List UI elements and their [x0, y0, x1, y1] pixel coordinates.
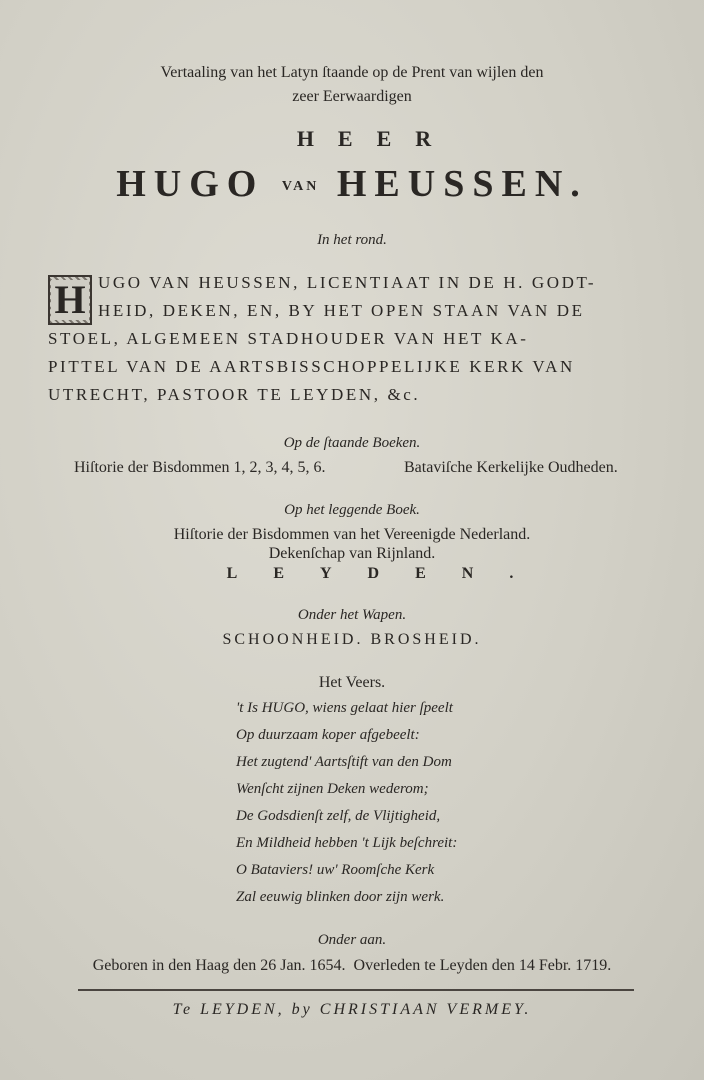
arms-label: Onder het Wapen. — [297, 607, 407, 623]
arms-motto: SCHOONHEID. BROSHEID. — [222, 631, 482, 648]
lying-book-leyden: LEYDEN. — [226, 565, 550, 582]
name-heussen: HEUSSEN. — [336, 163, 588, 205]
printer-imprint: Te LEYDEN, by CHRISTIAAN VERMEY. — [172, 1001, 532, 1018]
verse-title: Het Veers. — [318, 674, 386, 691]
verse-line: En Mildheid hebben 't Lijk beſchreit: — [236, 835, 458, 851]
inscription-line-2: HEID, DEKEN, EN, BY HET OPEN STAAN VAN DE — [98, 301, 585, 320]
verse-line: O Bataviers! uw' Roomſche Kerk — [236, 862, 435, 878]
intro-line-2: zeer Eerwaardigen — [292, 88, 412, 105]
intro-line-1: Vertaaling van het Latyn ſtaande op de Prent van wijlen den — [160, 64, 544, 81]
verse-line: De Godsdienſt zelf, de Vlijtigheid, — [236, 808, 441, 824]
inscription-line-1: UGO VAN HEUSSEN, LICENTIAAT IN DE H. GODT- — [98, 273, 597, 292]
rond-label: In het rond. — [317, 232, 387, 248]
birth-death-line: Geboren in den Haag den 26 Jan. 1654. Overleden te Leyden den 14 Febr. 1719. — [92, 957, 612, 974]
verse-line: Op duurzaam koper afgebeelt: — [236, 727, 420, 743]
divider-rule — [78, 989, 634, 991]
below-label: Onder aan. — [317, 932, 387, 948]
name-van: VAN — [281, 179, 320, 194]
name-hugo: HUGO — [116, 163, 265, 205]
inscription-line-5: UTRECHT, PASTOOR TE LEYDEN, &c. — [48, 385, 421, 404]
lying-book-label: Op het leggende Boek. — [284, 502, 420, 518]
verse-line: Wenſcht zijnen Deken wederom; — [236, 781, 429, 797]
heading-name — [0, 162, 704, 206]
standing-books-left: Hiſtorie der Bisdommen 1, 2, 3, 4, 5, 6. — [74, 459, 326, 476]
inscription-line-4: PITTEL VAN DE AARTSBISSCHOPPELIJKE KERK VAN — [48, 357, 575, 376]
verse-line: 't Is HUGO, wiens gelaat hier ſpeelt — [236, 700, 453, 716]
inscription-line-3: STOEL, ALGEMEEN STADHOUDER VAN HET KA- — [48, 329, 529, 348]
heading-heer: HEER — [296, 126, 456, 151]
verse-line: Zal eeuwig blinken door zijn werk. — [236, 889, 445, 905]
verse-line: Het zugtend' Aartsſtift van den Dom — [236, 754, 452, 770]
lying-book-line-1: Hiſtorie der Bisdommen van het Vereenigde Nederland. — [173, 526, 531, 543]
lying-book-line-2: Dekenſchap van Rijnland. — [268, 545, 436, 562]
standing-books-label: Op de ſtaande Boeken. — [283, 435, 421, 451]
decorated-initial — [48, 275, 92, 325]
standing-books-right: Bataviſche Kerkelijke Oudheden. — [404, 459, 618, 476]
decorated-initial-letter: H — [51, 280, 88, 320]
